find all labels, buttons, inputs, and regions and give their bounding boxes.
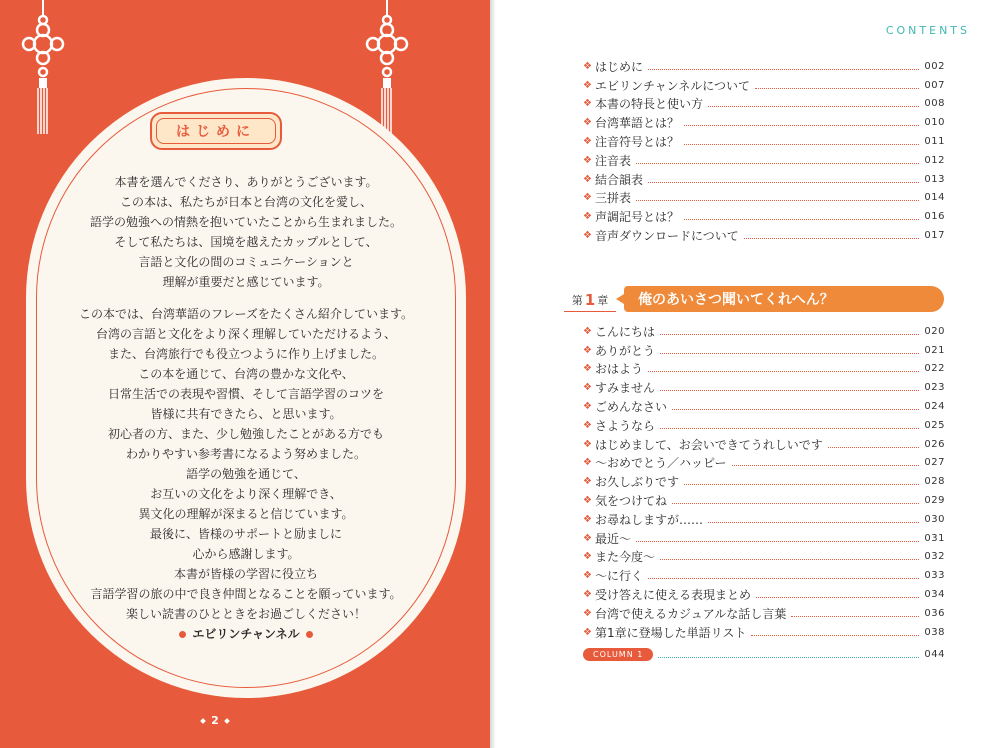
flower-bullet-icon: ❖ bbox=[583, 60, 592, 72]
flower-bullet-icon: ❖ bbox=[583, 626, 592, 638]
toc-entry-title: おはよう bbox=[595, 362, 644, 377]
toc-entry[interactable] bbox=[583, 585, 945, 604]
toc-page-number: 021 bbox=[924, 344, 945, 356]
heading-plate bbox=[150, 112, 282, 150]
toc-entry-title: はじめに bbox=[595, 59, 644, 74]
text-line: 台湾の言語と文化をより深く理解していただけるよう、 bbox=[95, 327, 396, 341]
dotted-leader bbox=[660, 559, 919, 560]
flower-bullet-icon: ❖ bbox=[583, 419, 592, 431]
toc-page-number: 024 bbox=[924, 401, 945, 413]
toc-page-number: 033 bbox=[924, 570, 945, 582]
toc-page-number: 032 bbox=[924, 551, 945, 563]
dotted-leader bbox=[648, 578, 919, 579]
toc-page-number: 010 bbox=[924, 117, 945, 129]
toc-entry-title: はじめまして、お会いできてうれしいです bbox=[595, 437, 823, 452]
dot-icon bbox=[179, 631, 186, 638]
dotted-leader bbox=[684, 125, 919, 126]
toc-entry[interactable] bbox=[583, 604, 945, 623]
toc-entry[interactable] bbox=[583, 207, 945, 226]
toc-column-entry[interactable] bbox=[583, 645, 945, 663]
toc-entry-title: 受け答えに使える表現まとめ bbox=[595, 588, 752, 603]
toc-entry[interactable] bbox=[583, 360, 945, 379]
toc-page-number: 012 bbox=[924, 154, 945, 166]
toc-entry-title: 台湾で使えるカジュアルな話し言葉 bbox=[595, 606, 787, 621]
toc-entry[interactable] bbox=[583, 623, 945, 642]
toc-page-number: 031 bbox=[924, 532, 945, 544]
toc-entry[interactable] bbox=[583, 472, 945, 491]
flower-bullet-icon: ❖ bbox=[583, 230, 592, 242]
toc-entry[interactable] bbox=[583, 491, 945, 510]
dotted-leader bbox=[660, 428, 919, 429]
dotted-leader bbox=[660, 334, 919, 335]
dot-icon bbox=[306, 631, 313, 638]
signature bbox=[40, 625, 452, 642]
toc-entry[interactable] bbox=[583, 170, 945, 189]
dotted-leader bbox=[755, 88, 919, 89]
toc-entry[interactable] bbox=[583, 151, 945, 170]
toc-page-number: 007 bbox=[924, 79, 945, 91]
dotted-leader bbox=[732, 465, 920, 466]
flower-bullet-icon: ❖ bbox=[583, 211, 592, 223]
toc-entry-title: 第1章に登場した単語リスト bbox=[595, 625, 747, 640]
flower-bullet-icon: ❖ bbox=[583, 401, 592, 413]
toc-page-number: 017 bbox=[924, 230, 945, 242]
toc-entry[interactable] bbox=[583, 341, 945, 360]
dotted-leader bbox=[648, 182, 919, 183]
dotted-leader bbox=[791, 616, 919, 617]
text-line: 楽しい読書のひとときをお過ごしください！ bbox=[125, 607, 366, 621]
text-line: 本書を選んでくださり、ありがとうございます。 bbox=[114, 175, 378, 189]
dotted-leader bbox=[751, 635, 919, 636]
toc-page-number: 030 bbox=[924, 513, 945, 525]
toc-entry-title: ごめんなさい bbox=[595, 400, 668, 415]
signature-text: エビリンチャンネル bbox=[192, 627, 300, 641]
toc-entry[interactable] bbox=[583, 510, 945, 529]
dotted-leader bbox=[636, 541, 919, 542]
page-title: はじめに bbox=[176, 124, 256, 140]
flower-bullet-icon: ❖ bbox=[583, 570, 592, 582]
text-line: この本は、私たちが日本と台湾の文化を愛し、 bbox=[119, 195, 372, 209]
flower-bullet-icon: ❖ bbox=[583, 476, 592, 488]
flower-bullet-icon: ❖ bbox=[583, 495, 592, 507]
left-page bbox=[0, 0, 490, 748]
dotted-leader bbox=[648, 69, 919, 70]
toc-entry[interactable] bbox=[583, 132, 945, 151]
dotted-leader bbox=[708, 522, 919, 523]
toc-page-number: 011 bbox=[924, 136, 945, 148]
toc-entry[interactable] bbox=[583, 113, 945, 132]
text-line: この本を通じて、台湾の豊かな文化や、 bbox=[138, 367, 354, 381]
toc-page-number: 026 bbox=[924, 438, 945, 450]
toc-front-matter bbox=[583, 57, 945, 245]
flower-bullet-icon: ❖ bbox=[583, 532, 592, 544]
chapter-number: 1 bbox=[584, 290, 596, 309]
flower-bullet-icon: ❖ bbox=[583, 438, 592, 450]
flower-bullet-icon: ❖ bbox=[583, 551, 592, 563]
dotted-leader bbox=[744, 238, 920, 239]
text-line: 異文化の理解が深まると信じています。 bbox=[138, 507, 354, 521]
toc-entry-title: こんにちは bbox=[595, 324, 656, 339]
toc-entry-title: 注音符号とは？ bbox=[595, 135, 680, 150]
flower-bullet-icon: ❖ bbox=[583, 344, 592, 356]
toc-entry-title: ありがとう bbox=[595, 343, 656, 358]
toc-entry-title: また今度～ bbox=[595, 550, 656, 565]
toc-page-number: 002 bbox=[924, 60, 945, 72]
text-line: この本では、台湾華語のフレーズをたくさん紹介しています。 bbox=[79, 307, 413, 321]
text-line: 皆様に共有できたら、と思います。 bbox=[150, 407, 342, 421]
toc-entry-title: 台湾華語とは？ bbox=[595, 116, 680, 131]
toc-entry[interactable] bbox=[583, 57, 945, 76]
page-number: 2 bbox=[195, 714, 235, 727]
chinese-knot-left-icon bbox=[14, 0, 72, 140]
toc-page-number: 044 bbox=[924, 648, 945, 660]
flower-bullet-icon: ❖ bbox=[583, 607, 592, 619]
flower-bullet-icon: ❖ bbox=[583, 382, 592, 394]
toc-entry-title: 気をつけてね bbox=[595, 494, 668, 509]
dotted-leader bbox=[708, 106, 919, 107]
toc-entry-title: 注音表 bbox=[595, 153, 632, 168]
text-line: 言語と文化の間のコミュニケーションと bbox=[138, 255, 354, 269]
flower-bullet-icon: ❖ bbox=[583, 513, 592, 525]
text-line: 初心者の方、また、少し勉強したことがある方でも bbox=[107, 427, 384, 441]
text-line: 言語学習の旅の中で良き仲間となることを願っています。 bbox=[90, 587, 402, 601]
flower-bullet-icon: ❖ bbox=[583, 79, 592, 91]
chapter-title: 俺のあいさつ聞いてくれへん？ bbox=[624, 286, 944, 312]
text-line: また、台湾旅行でも役立つように作り上げました。 bbox=[107, 347, 384, 361]
chapter-heading bbox=[564, 286, 944, 312]
intro-text bbox=[40, 172, 452, 624]
column-badge: COLUMN 1 bbox=[583, 648, 653, 661]
toc-entry[interactable] bbox=[583, 435, 945, 454]
toc-page-number: 020 bbox=[924, 325, 945, 337]
toc-entry[interactable] bbox=[583, 566, 945, 585]
toc-page-number: 022 bbox=[924, 363, 945, 375]
text-line: 本書が皆様の学習に役立ち bbox=[173, 567, 318, 581]
toc-entry-title: お尋ねしますが…… bbox=[595, 512, 704, 527]
text-line: 語学の勉強への情熱を抱いていたことから生まれました。 bbox=[89, 215, 402, 229]
flower-bullet-icon: ❖ bbox=[583, 98, 592, 110]
toc-entry-title: 最近～ bbox=[595, 531, 632, 546]
flower-bullet-icon: ❖ bbox=[583, 589, 592, 601]
toc-entry[interactable] bbox=[583, 95, 945, 114]
text-line: お互いの文化をより深く理解でき、 bbox=[150, 487, 342, 501]
dotted-leader bbox=[672, 503, 919, 504]
dotted-leader bbox=[660, 390, 919, 391]
toc-page-number: 034 bbox=[924, 589, 945, 601]
toc-entry-title: お久しぶりです bbox=[595, 475, 680, 490]
toc-entry[interactable] bbox=[583, 529, 945, 548]
toc-entry[interactable] bbox=[583, 226, 945, 245]
paragraph-2 bbox=[40, 304, 452, 624]
dotted-leader bbox=[828, 447, 920, 448]
text-line: 心から感謝します。 bbox=[192, 547, 300, 561]
dotted-leader bbox=[684, 219, 919, 220]
dotted-leader bbox=[672, 409, 919, 410]
toc-entry-title: 結合韻表 bbox=[595, 172, 644, 187]
dotted-leader bbox=[684, 484, 919, 485]
dotted-leader bbox=[636, 200, 919, 201]
flower-bullet-icon: ❖ bbox=[583, 325, 592, 337]
toc-page-number: 025 bbox=[924, 419, 945, 431]
contents-label: CONTENTS bbox=[885, 24, 970, 37]
dotted-leader bbox=[756, 597, 919, 598]
text-line: そして私たちは、国境を越えたカップルとして、 bbox=[114, 235, 378, 249]
diamond-icon bbox=[200, 718, 206, 724]
toc-entry-title: 三拼表 bbox=[595, 191, 632, 206]
toc-entry-title: ～に行く bbox=[595, 569, 644, 584]
toc-entry[interactable] bbox=[583, 397, 945, 416]
text-line: 最後に、皆様のサポートと励ましに bbox=[149, 527, 342, 541]
dotted-leader bbox=[684, 144, 919, 145]
flower-bullet-icon: ❖ bbox=[583, 136, 592, 148]
dotted-leader bbox=[648, 371, 919, 372]
toc-page-number: 036 bbox=[924, 607, 945, 619]
flower-bullet-icon: ❖ bbox=[583, 173, 592, 185]
toc-page-number: 023 bbox=[924, 382, 945, 394]
chapter-label: 第 1 章 bbox=[564, 288, 616, 312]
toc-entry[interactable] bbox=[583, 548, 945, 567]
flower-bullet-icon: ❖ bbox=[583, 154, 592, 166]
toc-entry[interactable] bbox=[583, 189, 945, 208]
toc-entry-title: 本書の特長と使い方 bbox=[595, 97, 704, 112]
toc-page-number: 028 bbox=[924, 476, 945, 488]
toc-entry-title: すみません bbox=[595, 381, 656, 396]
text-line: 理解が重要だと感じています。 bbox=[162, 275, 330, 289]
dotted-leader bbox=[660, 353, 919, 354]
toc-page-number: 038 bbox=[924, 626, 945, 638]
flower-bullet-icon: ❖ bbox=[583, 117, 592, 129]
flower-bullet-icon: ❖ bbox=[583, 457, 592, 469]
text-line: 日常生活での表現や習慣、そして言語学習のコツを bbox=[107, 387, 384, 401]
toc-entry-title: さようなら bbox=[595, 418, 656, 433]
toc-page-number: 016 bbox=[924, 211, 945, 223]
toc-entry-title: エビリンチャンネルについて bbox=[595, 78, 751, 93]
book-spine bbox=[490, 0, 496, 748]
flower-bullet-icon: ❖ bbox=[583, 192, 592, 204]
toc-entry-title: ～おめでとう／ハッピー bbox=[595, 456, 727, 471]
toc-page-number: 013 bbox=[924, 173, 945, 185]
text-line: 語学の勉強を通じて、 bbox=[186, 467, 306, 481]
dotted-leader bbox=[636, 163, 919, 164]
toc-entry[interactable] bbox=[583, 378, 945, 397]
flower-bullet-icon: ❖ bbox=[583, 363, 592, 375]
toc-entry-title: 音声ダウンロードについて bbox=[595, 229, 739, 244]
toc-entry[interactable] bbox=[583, 416, 945, 435]
paragraph-1 bbox=[40, 172, 452, 292]
toc-page-number: 029 bbox=[924, 495, 945, 507]
diamond-icon bbox=[224, 718, 230, 724]
toc-page-number: 008 bbox=[924, 98, 945, 110]
dotted-leader bbox=[658, 657, 919, 658]
toc-page-number: 014 bbox=[924, 192, 945, 204]
toc-chapter-1 bbox=[583, 322, 945, 642]
toc-page-number: 027 bbox=[924, 457, 945, 469]
toc-entry-title: 声調記号とは？ bbox=[595, 210, 680, 225]
toc-entry[interactable] bbox=[583, 454, 945, 473]
text-line: わかりやすい参考書になるよう努めました。 bbox=[125, 447, 366, 461]
toc-entry[interactable] bbox=[583, 322, 945, 341]
toc-entry[interactable] bbox=[583, 76, 945, 95]
